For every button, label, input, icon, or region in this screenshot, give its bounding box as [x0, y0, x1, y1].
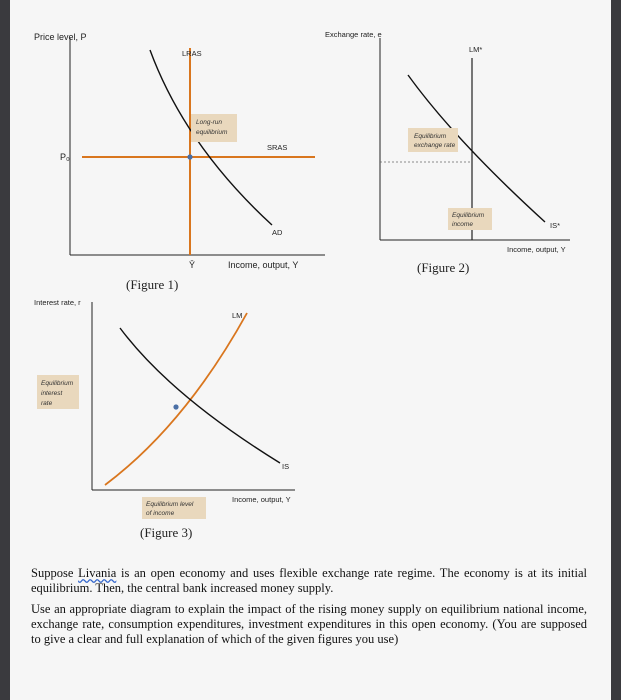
fig3-income-tag: [142, 497, 206, 519]
country-name: Livania: [78, 566, 117, 580]
ad-label: AD: [272, 228, 283, 237]
fig2-x-axis-label: Income, output, Y: [507, 245, 566, 254]
fig2-y-axis-label: Exchange rate, e: [325, 30, 382, 39]
fig1-y-axis-label: Price level, P: [34, 32, 87, 42]
is-star-label: IS*: [550, 221, 561, 230]
lm-star-label: LM*: [469, 45, 483, 54]
worksheet: [10, 0, 611, 700]
svg-text:of income: of income: [146, 510, 175, 517]
figure-3: [34, 298, 295, 540]
is-curve: [120, 328, 280, 463]
question-text: [31, 566, 587, 653]
sras-label: SRAS: [267, 143, 288, 152]
svg-text:Long-run: Long-run: [196, 119, 223, 126]
question-para1-rest: is an open economy and uses flexible exchange rate regime. The economy is at its initial equilibrium. Then, the central bank increased money supply.: [31, 566, 588, 595]
svg-text:interest: interest: [41, 390, 63, 397]
svg-text:Equilibrium: Equilibrium: [414, 133, 447, 140]
fig3-equilibrium-point: [173, 404, 178, 409]
fig1-equilibrium-point: [187, 154, 192, 159]
figure-2: [325, 30, 570, 275]
fig3-x-axis-label: Income, output, Y: [232, 495, 291, 504]
figure-1-caption: (Figure 1): [126, 277, 179, 292]
p0-label: P₀: [60, 152, 70, 162]
svg-text:Equilibrium: Equilibrium: [41, 380, 74, 387]
figure-3-caption: (Figure 3): [140, 525, 193, 540]
fig3-y-axis-label: Interest rate, r: [34, 298, 81, 307]
lm-curve: [105, 313, 247, 485]
ybar-label: Ȳ: [189, 260, 196, 270]
figure-2-caption: (Figure 2): [417, 260, 470, 275]
question-paragraph-1: [31, 566, 587, 596]
is-label: IS: [282, 462, 290, 471]
fig2-exchange-rate-tag: [408, 128, 458, 152]
svg-text:Equilibrium level: Equilibrium level: [146, 501, 194, 508]
svg-text:Equilibrium: Equilibrium: [452, 212, 485, 219]
lm-label: LM: [232, 311, 243, 320]
fig3-interest-rate-tag: [37, 375, 79, 409]
lras-label: LRAS: [182, 49, 202, 58]
fig1-x-axis-label: Income, output, Y: [228, 260, 299, 270]
question-paragraph-2: Use an appropriate diagram to explain the impact of the rising money supply on equilibrium national income, exchange rate, consumption expenditures, investment expenditures in this open economy. (You are supposed to give a clear and full explanation of which of the given figures you use): [31, 602, 587, 646]
figure-1: [34, 32, 325, 292]
svg-text:income: income: [452, 221, 473, 228]
svg-text:rate: rate: [41, 400, 53, 407]
svg-text:exchange rate: exchange rate: [414, 142, 456, 149]
question-lead: Suppose: [31, 566, 74, 580]
fig1-long-run-tag: [191, 114, 237, 142]
fig2-income-tag: [448, 208, 492, 230]
svg-text:equilibrium: equilibrium: [196, 129, 228, 136]
